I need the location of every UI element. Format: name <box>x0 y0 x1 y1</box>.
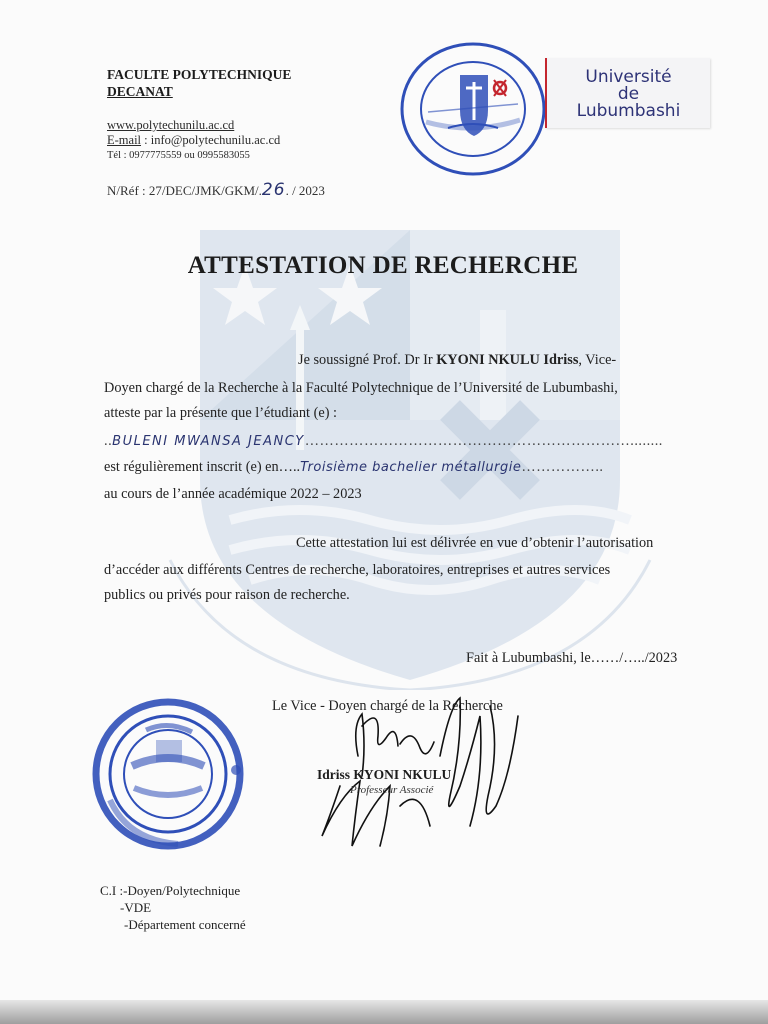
academic-year-line: au cours de l’année académique 2022 – 2023 <box>104 486 362 502</box>
reference-suffix: . / 2023 <box>285 183 325 198</box>
logo-line-3: Lubumbashi <box>576 101 681 121</box>
signer-title: Professeur Associé <box>350 784 434 796</box>
paragraph-2-line-3: publics ou privés pour raison de recherche. <box>104 587 350 603</box>
university-logo <box>545 58 710 128</box>
document-title <box>0 252 768 280</box>
enrollment-line <box>104 459 603 476</box>
faculty-stamp-icon <box>398 40 548 178</box>
paragraph-2-line-1: Cette attestation lui est délivrée en vue d’obtenir l’autorisation <box>296 535 654 551</box>
student-prefix: .. <box>104 433 113 449</box>
faculty-header <box>107 66 291 100</box>
enrollment-dots: …………….. <box>521 459 604 475</box>
phone-line: Tél : 0977775559 ou 0995583055 <box>107 150 250 161</box>
student-name: BULENI MWANSA JEANCY <box>112 434 305 449</box>
copies-list <box>100 882 246 933</box>
signer-name-inline: KYONI NKULU Idriss <box>436 352 579 368</box>
paragraph-2-line-2: d’accéder aux différents Centres de recherche, laboratoires, entreprises et autres services <box>104 562 611 578</box>
logo-line-2: de <box>617 84 640 104</box>
university-stamp-icon <box>88 690 254 856</box>
scan-bottom-edge <box>0 1000 768 1024</box>
paragraph-1-line-3: atteste par la présente que l’étudiant (e) : <box>104 405 338 421</box>
signer-name: Idriss KYONI NKULU <box>317 767 452 782</box>
email-line <box>107 133 280 148</box>
signer-role: Le Vice - Doyen chargé de la Recherche <box>272 698 503 714</box>
intro-end: , Vice- <box>578 352 617 368</box>
copy-line-3: -Département concerné <box>124 917 246 932</box>
faculty-name: FACULTE POLYTECHNIQUE <box>107 67 292 82</box>
logo-line-1: Université <box>585 67 672 87</box>
intro-text: Je soussigné Prof. Dr Ir <box>298 352 437 368</box>
reference-number: 26 <box>261 180 286 200</box>
copy-line-2: -VDE <box>120 900 152 915</box>
student-line <box>104 433 663 450</box>
copy-line-1: C.I :-Doyen/Polytechnique <box>100 883 241 898</box>
enrollment-label: est régulièrement inscrit (e) en….. <box>104 459 301 475</box>
contact-block <box>107 118 280 163</box>
reference-prefix: N/Réf : 27/DEC/JMK/GKM/. <box>107 183 262 198</box>
student-dots: …………………………………………………………........ <box>304 433 663 449</box>
email-value[interactable]: : info@polytechunilu.ac.cd <box>141 133 281 147</box>
paragraph-1-line-1 <box>298 352 616 368</box>
paragraph-1-line-2: Doyen chargé de la Recherche à la Faculté Polytechnique de l’Université de Lubumbashi, <box>104 380 618 396</box>
reference-line <box>107 180 325 200</box>
website-link[interactable]: www.polytechunilu.ac.cd <box>107 118 235 132</box>
date-line: Fait à Lubumbashi, le……/…../2023 <box>466 650 678 666</box>
university-watermark-icon <box>150 220 670 690</box>
office-name: DECANAT <box>107 84 173 99</box>
enrollment-value: Troisième bachelier métallurgie <box>300 460 522 475</box>
document-title-text: ATTESTATION DE RECHERCHE <box>187 252 579 279</box>
email-label: E-mail <box>107 133 142 147</box>
